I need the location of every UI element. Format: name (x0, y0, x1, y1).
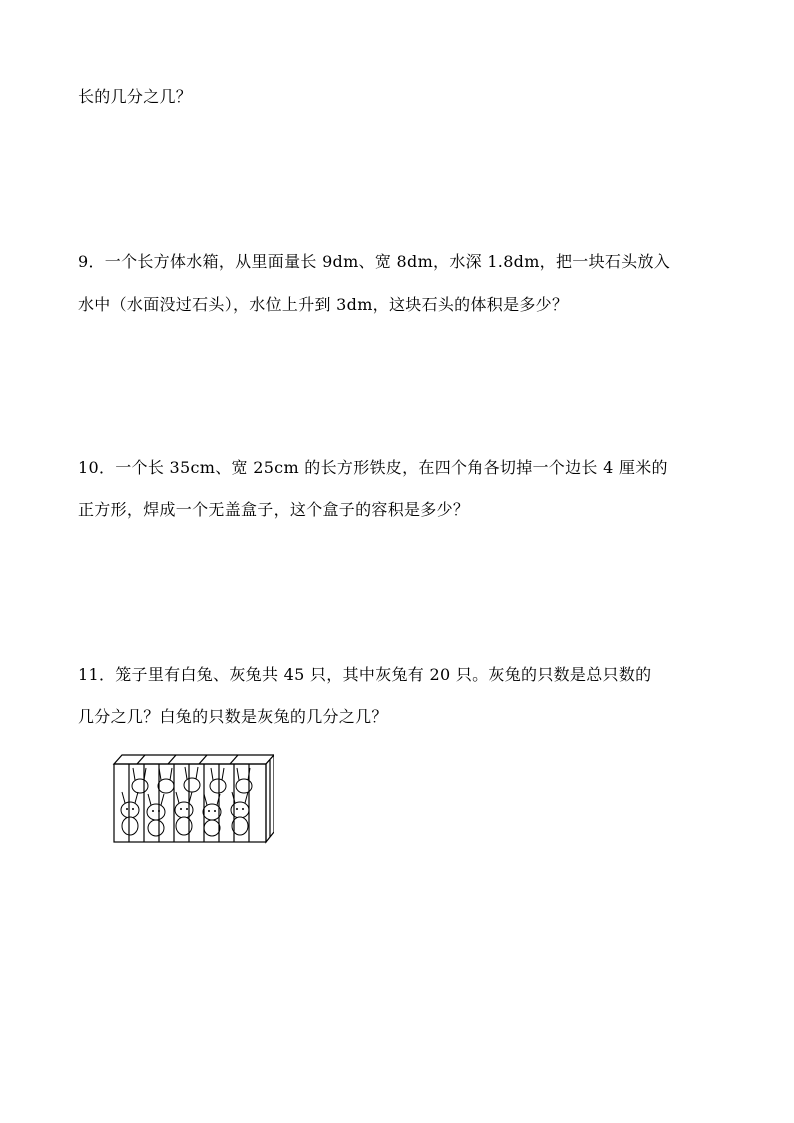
question-9-line-2: 水中（水面没过石头），水位上升到 3dm，这块石头的体积是多少？ (78, 295, 569, 314)
question-9-line-1: 9．一个长方体水箱，从里面量长 9dm、宽 8dm，水深 1.8dm，把一块石头放入 (78, 252, 671, 271)
question-10-line-1: 10．一个长 35cm、宽 25cm 的长方形铁皮，在四个角各切掉一个边长 4 厘米的 (78, 458, 668, 477)
continuation-text: 长的几分之几？ (78, 87, 193, 106)
question-11-line-1: 11．笼子里有白兔、灰兔共 45 只，其中灰兔有 20 只。灰兔的只数是总只数的 (78, 665, 652, 684)
question-11-line-2: 几分之几？白兔的只数是灰兔的几分之几？ (78, 707, 388, 726)
rabbit-cage-icon (108, 752, 274, 844)
question-10-line-2: 正方形，焊成一个无盖盒子，这个盒子的容积是多少？ (78, 500, 470, 519)
